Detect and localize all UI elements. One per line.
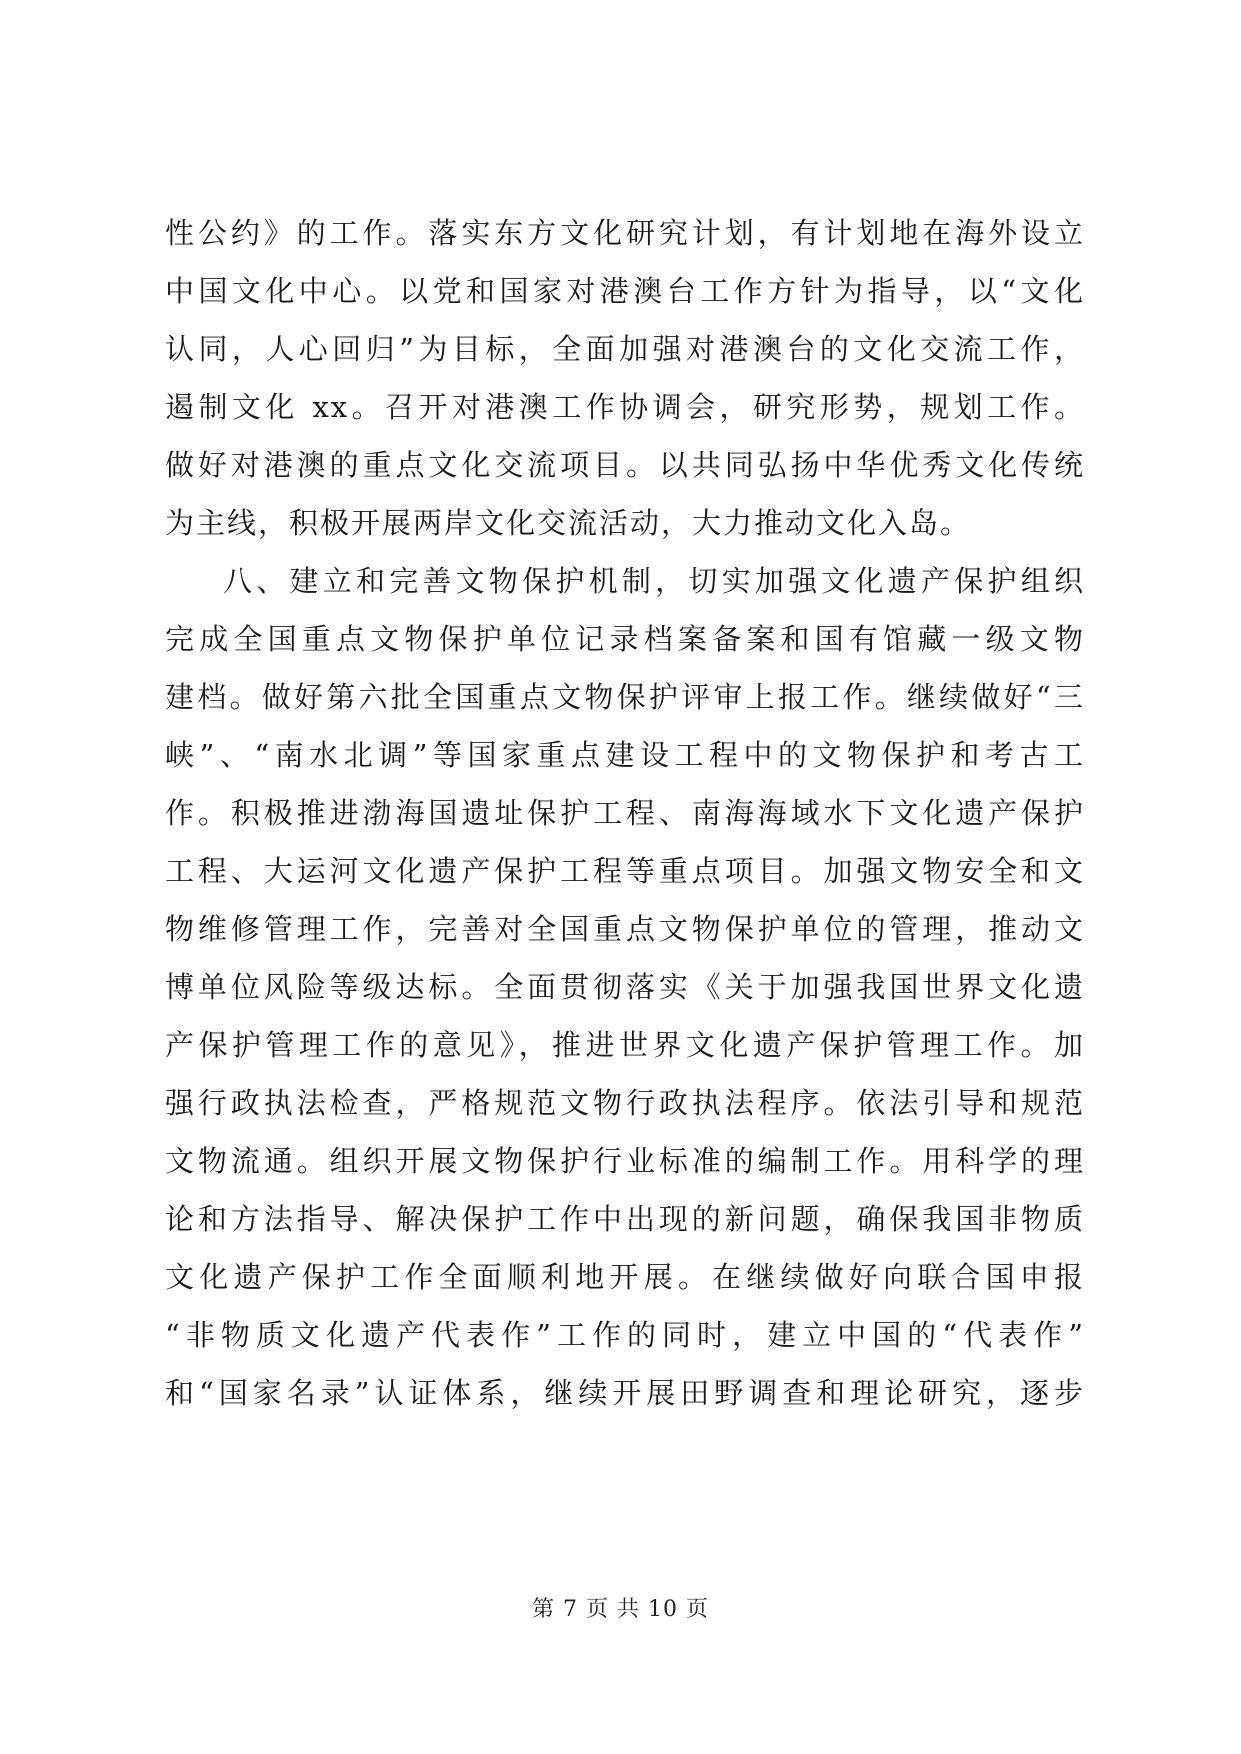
text-line: 认同，人心回归”为目标，全面加强对港澳台的文化交流工作，	[165, 332, 1085, 366]
text-line: 产保护管理工作的意见》，推进世界文化遗产保护管理工作。加	[165, 1028, 1085, 1062]
text-line: 做好对港澳的重点文化交流项目。以共同弘扬中华优秀文化传统	[165, 448, 1085, 482]
text-line: 文化遗产保护工作全面顺利地开展。在继续做好向联合国申报	[165, 1260, 1085, 1294]
text-line: 完成全国重点文物保护单位记录档案备案和国有馆藏一级文物	[165, 622, 1085, 656]
text-line: 性公约》的工作。落实东方文化研究计划，有计划地在海外设立	[165, 216, 1085, 250]
text-line: 中国文化中心。以党和国家对港澳台工作方针为指导，以“文化	[165, 274, 1085, 308]
document-body	[165, 204, 1085, 1422]
text-line: 和“国家名录”认证体系，继续开展田野调查和理论研究，逐步	[165, 1376, 1085, 1410]
text-line: “非物质文化遗产代表作”工作的同时，建立中国的“代表作”	[165, 1318, 1085, 1352]
section-heading-line: 八、建立和完善文物保护机制，切实加强文化遗产保护组织	[223, 564, 1085, 598]
text-line: 建档。做好第六批全国重点文物保护评审上报工作。继续做好“三	[165, 680, 1085, 714]
text-line: 工程、大运河文化遗产保护工程等重点项目。加强文物安全和文	[165, 854, 1085, 888]
text-line: 遏制文化 xx。召开对港澳工作协调会，研究形势，规划工作。	[165, 390, 1085, 424]
text-line: 物维修管理工作，完善对全国重点文物保护单位的管理，推动文	[165, 912, 1085, 946]
text-line: 论和方法指导、解决保护工作中出现的新问题，确保我国非物质	[165, 1202, 1085, 1236]
text-line: 作。积极推进渤海国遗址保护工程、南海海域水下文化遗产保护	[165, 796, 1085, 830]
text-line: 强行政执法检查，严格规范文物行政执法程序。依法引导和规范	[165, 1086, 1085, 1120]
text-line: 文物流通。组织开展文物保护行业标准的编制工作。用科学的理	[165, 1144, 1085, 1178]
page-number-footer: 第 7 页 共 10 页	[532, 1597, 709, 1622]
text-line: 峡”、“南水北调”等国家重点建设工程中的文物保护和考古工	[165, 738, 1085, 772]
text-line: 博单位风险等级达标。全面贯彻落实《关于加强我国世界文化遗	[165, 970, 1085, 1004]
text-line: 为主线，积极开展两岸文化交流活动，大力推动文化入岛。	[165, 506, 972, 540]
